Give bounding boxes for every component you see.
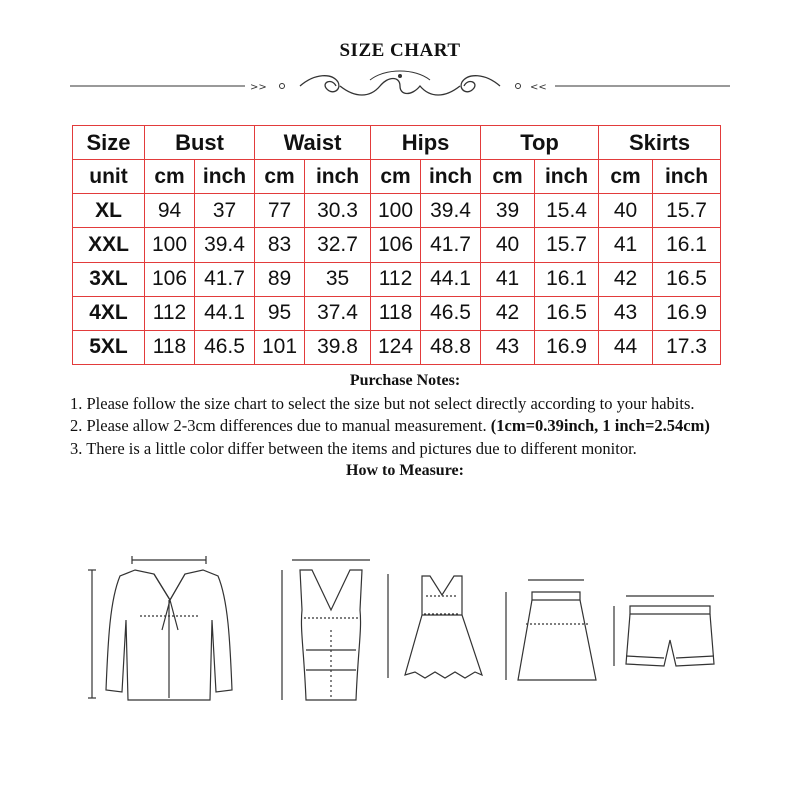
shirt-figure	[83, 550, 242, 700]
table-header-row	[73, 126, 721, 160]
size-table	[72, 125, 721, 365]
dress-figure	[379, 574, 482, 678]
table-cell: 37	[195, 194, 255, 228]
table-cell: 39.4	[421, 194, 481, 228]
table-row	[73, 330, 721, 364]
shirt-shoulder-label: Shoulder	[146, 550, 204, 567]
size-chart-title: SIZE CHART	[339, 40, 461, 61]
size-label: XXL	[73, 228, 145, 262]
table-cell: 48.8	[421, 330, 481, 364]
svg-text:<<: <<	[530, 82, 547, 93]
table-cell: 17.3	[653, 330, 721, 364]
unit-cell: cm	[255, 160, 305, 194]
note-3: 3. There is a little color differ between the items and pictures due to different monitor.	[70, 438, 637, 458]
table-cell: 16.1	[653, 228, 721, 262]
skirt-hips-label: Hips	[546, 614, 577, 631]
table-cell: 118	[145, 330, 195, 364]
table-cell: 41	[599, 228, 653, 262]
shirt-length-label: Length	[83, 606, 100, 652]
table-cell: 16.1	[535, 262, 599, 296]
note-2-text: 2. Please allow 2-3cm differences due to manual measurement.	[70, 416, 491, 435]
table-cell: 106	[371, 228, 421, 262]
table-cell: 112	[145, 296, 195, 330]
size-label: 4XL	[73, 296, 145, 330]
header-top: Top	[481, 126, 599, 160]
table-cell: 43	[599, 296, 653, 330]
table-cell: 16.9	[653, 296, 721, 330]
skirt-figure	[497, 570, 596, 680]
table-cell: 101	[255, 330, 305, 364]
unit-cell: inch	[421, 160, 481, 194]
table-cell: 41.7	[195, 262, 255, 296]
table-cell: 44.1	[195, 296, 255, 330]
table-cell: 100	[371, 194, 421, 228]
table-cell: 40	[481, 228, 535, 262]
table-cell: 16.9	[535, 330, 599, 364]
tank-figure	[273, 550, 370, 700]
table-unit-row	[73, 160, 721, 194]
table-cell: 44	[599, 330, 653, 364]
unit-cell: inch	[305, 160, 371, 194]
table-row	[73, 296, 721, 330]
table-cell: 35	[305, 262, 371, 296]
header-hips: Hips	[371, 126, 481, 160]
table-cell: 39	[481, 194, 535, 228]
table-row	[73, 262, 721, 296]
table-cell: 46.5	[195, 330, 255, 364]
purchase-notes	[70, 370, 740, 483]
table-cell: 15.4	[535, 194, 599, 228]
table-cell: 44.1	[421, 262, 481, 296]
header-bust: Bust	[145, 126, 255, 160]
shirt-bust-label: Bust	[156, 606, 186, 623]
note-2-conversion: (1cm=0.39inch, 1 inch=2.54cm)	[490, 416, 710, 435]
size-label: 3XL	[73, 262, 145, 296]
table-cell: 16.5	[653, 262, 721, 296]
table-cell: 40	[599, 194, 653, 228]
shirt-sleeve-label: Sleeve	[214, 604, 242, 651]
table-cell: 43	[481, 330, 535, 364]
skirt-length-label: Length	[497, 602, 514, 648]
table-row	[73, 228, 721, 262]
unit-cell: cm	[145, 160, 195, 194]
table-cell: 41.7	[421, 228, 481, 262]
table-cell: 30.3	[305, 194, 371, 228]
table-cell: 100	[145, 228, 195, 262]
unit-label: unit	[73, 160, 145, 194]
tank-shoulder-label: Shoulder	[302, 550, 360, 567]
tank-bust-label: Bust	[320, 608, 350, 625]
measurement-illustrations	[70, 540, 740, 710]
table-cell: 42	[599, 262, 653, 296]
table-cell: 41	[481, 262, 535, 296]
table-cell: 118	[371, 296, 421, 330]
header-skirts: Skirts	[599, 126, 721, 160]
table-cell: 42	[481, 296, 535, 330]
how-to-measure-title: How to Measure:	[346, 462, 464, 479]
size-label: 5XL	[73, 330, 145, 364]
dress-waist-label: Waist	[428, 610, 465, 627]
table-cell: 15.7	[535, 228, 599, 262]
table-cell: 95	[255, 296, 305, 330]
table-cell: 106	[145, 262, 195, 296]
table-cell: 39.4	[195, 228, 255, 262]
table-cell: 39.8	[305, 330, 371, 364]
table-cell: 15.7	[653, 194, 721, 228]
header-waist: Waist	[255, 126, 371, 160]
dress-length-label: Length	[379, 594, 396, 640]
unit-cell: inch	[653, 160, 721, 194]
header-size: Size	[73, 126, 145, 160]
table-cell: 83	[255, 228, 305, 262]
table-cell: 94	[145, 194, 195, 228]
table-cell: 89	[255, 262, 305, 296]
table-row	[73, 194, 721, 228]
svg-text:>>: >>	[250, 82, 267, 93]
size-label: XL	[73, 194, 145, 228]
purchase-notes-title: Purchase Notes:	[349, 372, 461, 389]
unit-cell: inch	[535, 160, 599, 194]
table-cell: 124	[371, 330, 421, 364]
table-cell: 46.5	[421, 296, 481, 330]
table-cell: 37.4	[305, 296, 371, 330]
table-cell: 32.7	[305, 228, 371, 262]
shorts-waist-label: Waist	[654, 586, 691, 603]
table-cell: 77	[255, 194, 305, 228]
ornament-divider	[70, 68, 730, 108]
tank-length-label: Length	[273, 604, 290, 650]
table-cell: 16.5	[535, 296, 599, 330]
note-1: 1. Please follow the size chart to select the size but not select directly according to your habits.	[70, 393, 695, 413]
unit-cell: cm	[481, 160, 535, 194]
shorts-figure	[605, 586, 714, 666]
unit-cell: inch	[195, 160, 255, 194]
dress-bust-label: Bust	[430, 586, 460, 603]
unit-cell: cm	[371, 160, 421, 194]
shorts-length-label: Length	[605, 604, 622, 650]
skirt-waist-label: Waist	[540, 570, 577, 587]
unit-cell: cm	[599, 160, 653, 194]
note-2	[70, 415, 740, 438]
table-cell: 112	[371, 262, 421, 296]
